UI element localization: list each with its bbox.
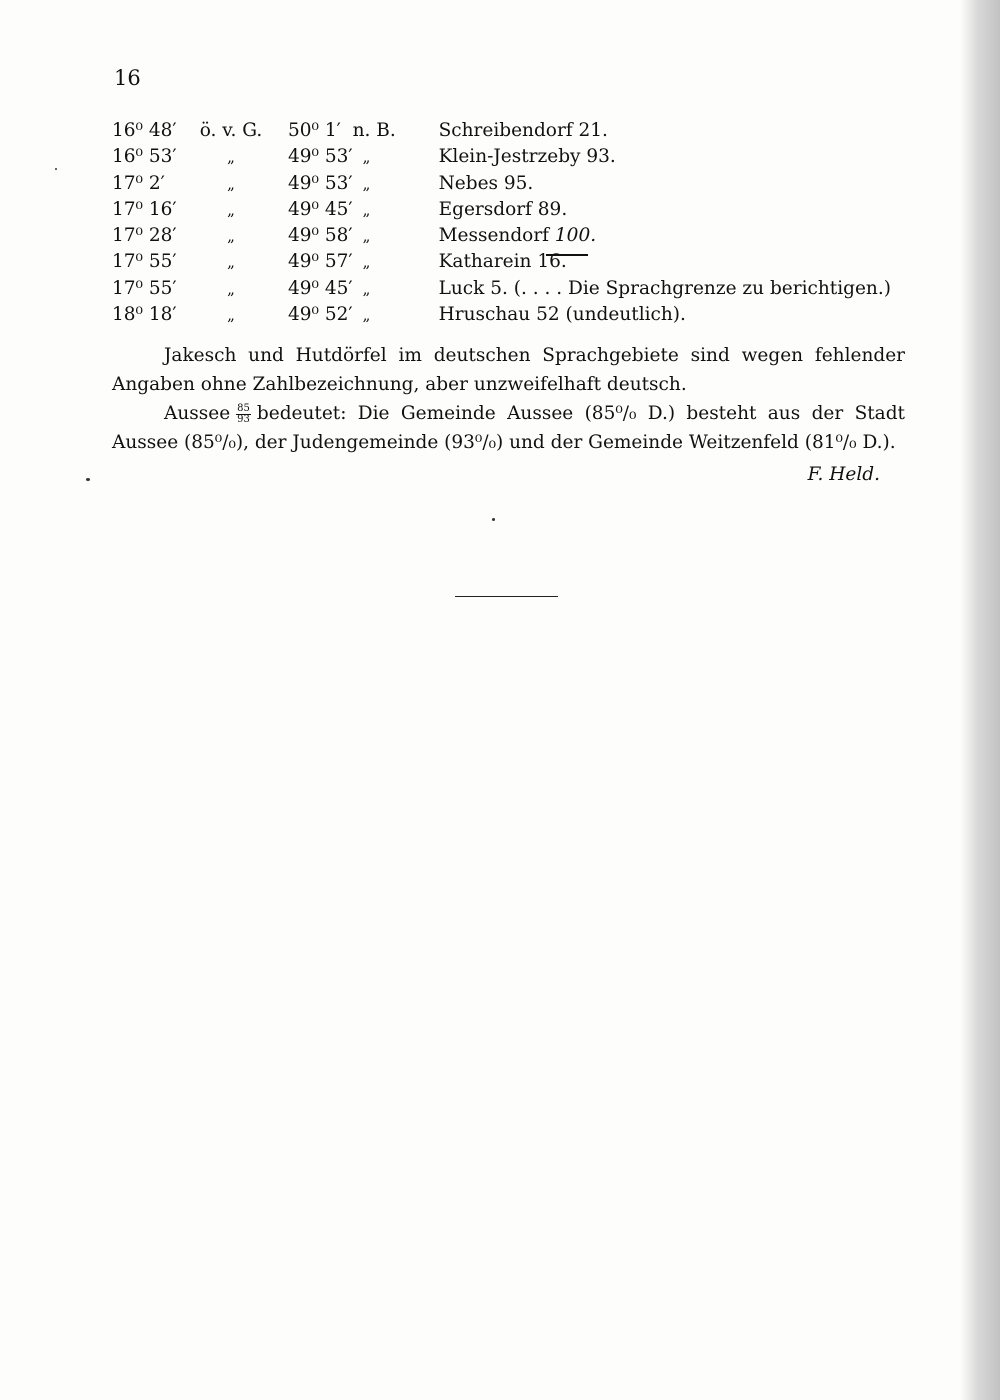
place-name: Hruschau 52 (undeutlich). (438, 304, 686, 326)
handwritten-overline (546, 254, 588, 256)
table-row (112, 276, 891, 302)
fraction (236, 404, 251, 425)
table-row (112, 197, 891, 223)
longitude: 16⁰ 53′ (112, 146, 177, 168)
table-row (112, 171, 891, 197)
place-name: Klein-Jestrzeby 93. (438, 146, 616, 168)
latitude: 49⁰ 53′ (288, 172, 353, 194)
ditto-mark: „ (227, 148, 235, 167)
latitude: 49⁰ 53′ (288, 146, 353, 168)
latitude: 50⁰ 1′ (288, 120, 341, 141)
fraction-denominator: 93 (237, 413, 250, 425)
place-name: Nebes 95. (438, 172, 534, 194)
print-speck (55, 168, 57, 170)
place-name: Schreibendorf 21. (438, 120, 608, 141)
ditto-mark: „ (362, 253, 371, 272)
table-row (112, 118, 891, 144)
longitude: 17⁰ 55′ (112, 277, 177, 299)
longitude-reference: ö. v. G. (199, 120, 263, 141)
ditto-mark: „ (362, 227, 371, 246)
place-name: Egersdorf 89. (438, 198, 568, 220)
latitude: 49⁰ 57′ (288, 251, 353, 273)
ditto-mark: „ (362, 279, 371, 298)
ditto-mark: „ (227, 174, 235, 193)
author-signature: F. Held. (807, 464, 880, 485)
ditto-mark: „ (227, 279, 235, 298)
coordinates-table (112, 118, 891, 328)
table-row (112, 302, 891, 328)
table-row (112, 144, 891, 170)
print-speck (492, 518, 495, 521)
longitude: 17⁰ 2′ (112, 172, 165, 194)
ditto-mark: „ (362, 200, 371, 219)
place-name (439, 223, 891, 249)
place-name: Katharein 16. (438, 251, 567, 273)
ditto-mark: „ (362, 306, 371, 325)
handwritten-number: 100. (554, 225, 597, 247)
ditto-mark: „ (227, 306, 235, 325)
page-edge-shadow (960, 0, 1000, 1400)
ditto-mark: „ (227, 200, 235, 219)
latitude: 49⁰ 58′ (288, 225, 353, 247)
table-row (112, 223, 891, 249)
ditto-mark: „ (362, 148, 371, 167)
paragraph-text: Jakesch und Hutdörfel im deutschen Sprachgebiete sind wegen fehlender Angaben ohne Zahlbezeichnung, aber unzweifelhaft deutsch. (112, 345, 905, 395)
longitude: 17⁰ 55′ (112, 251, 177, 273)
table-row (112, 249, 891, 275)
latitude: 49⁰ 52′ (288, 304, 353, 326)
horizontal-rule (455, 596, 558, 597)
paragraph-text: bedeutet: Die Gemeinde Aussee (85⁰/₀ D.) besteht aus der Stadt Aussee (85⁰/₀), der Judengemeinde (93⁰/₀) und der Gemeinde Weitzenfeld (81⁰/₀ D.). (112, 403, 905, 453)
paragraph-lead: Aussee (164, 403, 231, 424)
print-speck (86, 478, 90, 481)
paragraph-note (112, 341, 905, 399)
fraction-numerator: 85 (237, 402, 250, 414)
latitude: 49⁰ 45′ (288, 277, 353, 299)
longitude: 17⁰ 16′ (112, 198, 177, 220)
page-number: 16 (114, 66, 141, 90)
longitude: 17⁰ 28′ (112, 225, 177, 247)
longitude: 18⁰ 18′ (112, 304, 177, 326)
ditto-mark: „ (227, 227, 235, 246)
longitude: 16⁰ 48′ (112, 120, 177, 141)
place-name: Luck 5. (. . . . Die Sprachgrenze zu berichtigen.) (438, 277, 891, 299)
paragraph-explanation (112, 399, 905, 457)
place-name-text: Messendorf (438, 225, 550, 247)
ditto-mark: „ (227, 253, 235, 272)
latitude: 49⁰ 45′ (288, 198, 353, 220)
latitude-reference: n. B. (352, 120, 396, 141)
ditto-mark: „ (362, 174, 371, 193)
